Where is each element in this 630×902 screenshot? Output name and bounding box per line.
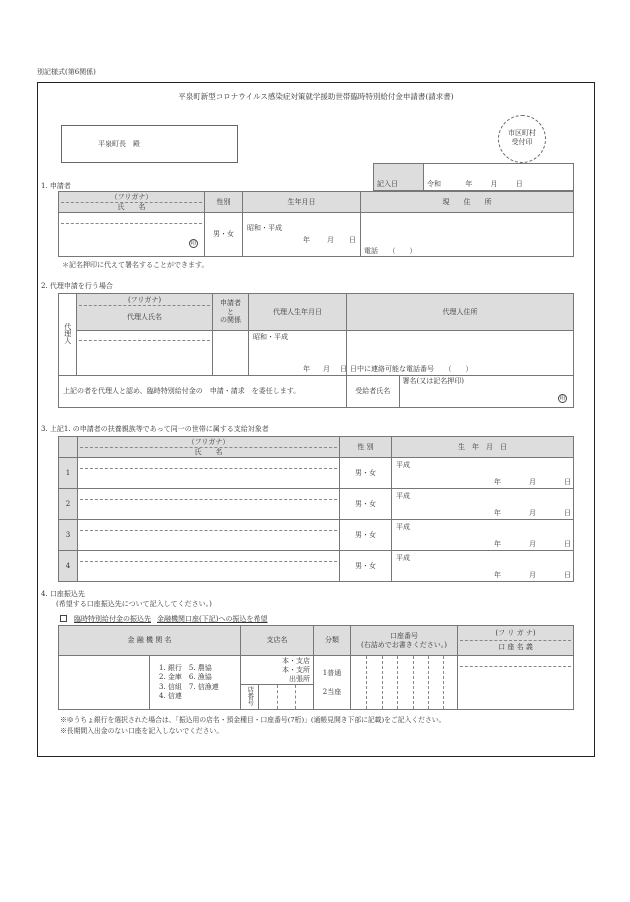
delegation-statement: 上記の者を代理人と認め、臨時特別給付金の 申請・請求 を委任します。: [59, 376, 347, 408]
proxy-dob-day: 日: [340, 364, 347, 373]
proxy-side-label-cell: [59, 294, 77, 376]
branch-header: 支店名: [241, 626, 314, 656]
dep-furigana-header: （フリガナ）: [187, 438, 230, 446]
applicant-dob-field[interactable]: [243, 213, 361, 257]
note-dormant-account: ※長期間入出金のない口座を記入しないでください。: [60, 727, 224, 735]
section4-subheading: (希望する口座振込先について記入してください。): [56, 600, 212, 608]
dob-day: 日: [564, 570, 571, 579]
proxy-dob-field[interactable]: [249, 331, 347, 376]
section1-heading: 1. 申請者: [41, 182, 71, 190]
dependent-dob-field[interactable]: [392, 551, 574, 582]
recipient-label: 受給者氏名: [347, 376, 399, 407]
account-type-option[interactable]: 2当座: [322, 687, 342, 696]
account-no-header: [351, 626, 458, 656]
dependent-row: [59, 551, 574, 582]
stamp-line2: 受付印: [511, 138, 533, 147]
branch-number-row: [241, 685, 313, 709]
seal-icon: 印: [559, 395, 566, 402]
proxy-name-header: [77, 294, 213, 331]
dependent-gender-field[interactable]: 男・女: [340, 520, 392, 551]
holder-name-header: 口 座 名 義: [498, 643, 533, 651]
signature-label: 署名(又は記名押印): [402, 377, 464, 385]
entry-date-label: 記入日: [374, 164, 424, 191]
dob-day: 日: [564, 539, 571, 548]
recipient-cell: [347, 376, 574, 408]
account-holder-field[interactable]: [458, 656, 574, 710]
proxy-phone-label: 日中に連絡可能な電話番号 （ ）: [350, 364, 473, 373]
addressee-box: [61, 125, 238, 163]
transfer-checkbox-row: [60, 615, 267, 623]
row-number: 4: [59, 551, 78, 582]
entry-date-day: 日: [515, 179, 523, 188]
account-number-field[interactable]: [351, 656, 458, 710]
branch-number-label-cell: [241, 685, 259, 709]
address-header: 現 住 所: [361, 192, 574, 213]
account-no-note: (右詰めでお書きください。): [361, 640, 447, 649]
bank-type-option[interactable]: 3. 信組 7. 信漁連: [159, 682, 219, 691]
dob-month: 月: [529, 508, 536, 517]
gender-header: 性別: [205, 192, 243, 213]
entry-date-year: 年: [465, 179, 473, 188]
transfer-checkbox-suffix: 金融機関口座(下記)への振込を希望: [157, 615, 268, 623]
relation-field[interactable]: [213, 331, 249, 376]
bank-name-field[interactable]: [59, 656, 150, 710]
applicant-name-field[interactable]: [59, 213, 205, 257]
dep-name-header: 氏 名: [194, 448, 223, 456]
dependent-row: [59, 458, 574, 489]
dob-era: 平成: [396, 554, 410, 562]
dependents-table: [58, 436, 574, 582]
dob-month: 月: [327, 236, 334, 244]
entry-date-month: 月: [490, 179, 498, 188]
section2-heading: 2. 代理申請を行う場合: [41, 282, 113, 290]
transfer-checkbox-label: 臨時特別給付金の振込先: [74, 615, 151, 623]
form-title: 平泉町新型コロナウイルス感染症対策就学援助世帯臨時特別給付金申請書(請求書): [178, 92, 454, 101]
applicant-gender-field[interactable]: 男・女: [205, 213, 243, 257]
account-type-option[interactable]: 1普通: [322, 669, 342, 678]
dependent-gender-field[interactable]: 男・女: [340, 551, 392, 582]
proxy-dob-month: 月: [323, 364, 330, 373]
signature-note: ＊記名押印に代えて署名することができます。: [62, 261, 209, 269]
dependent-name-field[interactable]: [78, 458, 340, 489]
seal-icon: 印: [190, 240, 197, 247]
row-number: 1: [59, 458, 78, 489]
proxy-address-header: 代理人住所: [347, 294, 574, 331]
dob-year: 年: [494, 539, 501, 548]
holder-header: [458, 626, 574, 656]
proxy-name-field[interactable]: [77, 331, 213, 376]
proxy-dob-year: 年: [303, 364, 310, 373]
row-number: 3: [59, 520, 78, 551]
dob-day: 日: [564, 508, 571, 517]
section4-heading: 4. 口座振込先: [41, 590, 85, 598]
bank-type-option[interactable]: 2. 金庫 6. 漁協: [159, 673, 212, 682]
bank-type-list: [150, 656, 241, 710]
addressee: 平泉町長 殿: [98, 140, 140, 148]
dob-year: 年: [303, 236, 310, 244]
branch-field[interactable]: [241, 656, 314, 710]
bank-type-option[interactable]: 1. 銀行 5. 農協: [159, 663, 212, 672]
dependent-row: [59, 489, 574, 520]
note-yucho: ※ゆうちょ銀行を選択された場合は、「振込用の店名・預金種目・口座番号(7桁)」(通帳見開き下部に記載)をご記入ください。: [60, 716, 446, 724]
dependent-name-field[interactable]: [78, 520, 340, 551]
dob-month: 月: [529, 539, 536, 548]
applicant-address-field[interactable]: [361, 213, 574, 257]
branch-type-option[interactable]: 本・支店: [282, 657, 310, 665]
furigana-header: （フリガナ）: [110, 193, 153, 201]
branch-number-label: 店番号: [246, 686, 255, 706]
dob-month: 月: [529, 477, 536, 486]
applicant-table: [58, 191, 574, 257]
dob-year: 年: [494, 570, 501, 579]
bank-type-option[interactable]: 4. 信連: [159, 691, 182, 700]
relation-header: 申請者 と の関係: [213, 294, 249, 331]
dob-header: 生年月日: [243, 192, 361, 213]
num-header: [59, 437, 78, 458]
proxy-side-label: 代理人: [63, 322, 72, 344]
branch-type-list: [241, 656, 313, 685]
form-reference: 別記様式(第6関係): [37, 68, 96, 76]
branch-type-option[interactable]: 出張所: [289, 675, 310, 684]
account-type-field: [314, 656, 351, 710]
bank-name-header: 金 融 機 関 名: [59, 626, 241, 656]
entry-date-field[interactable]: [424, 164, 574, 191]
dep-dob-header: 生 年 月 日: [392, 437, 574, 458]
stamp-line1: 市区町村: [508, 129, 536, 137]
entry-date-table: [373, 163, 574, 191]
row-number: 2: [59, 489, 78, 520]
dob-era: 平成: [396, 523, 410, 531]
type-header: 分類: [314, 626, 351, 656]
dependent-name-header: [78, 437, 340, 458]
phone-label: 電話 （ ）: [364, 246, 417, 255]
dependent-dob-field[interactable]: [392, 520, 574, 551]
dependent-dob-field[interactable]: [392, 458, 574, 489]
proxy-furigana-header: (フリガナ): [127, 296, 162, 304]
proxy-dob-era: 昭和・平成: [253, 333, 288, 341]
bank-table: [58, 625, 574, 710]
transfer-checkbox[interactable]: [60, 615, 67, 622]
dependent-gender-field[interactable]: 男・女: [340, 458, 392, 489]
recipient-signature-field[interactable]: [399, 376, 573, 407]
dependent-name-field[interactable]: [78, 489, 340, 520]
proxy-name-label: 代理人氏名: [127, 313, 162, 321]
account-no-label: 口座番号: [390, 632, 418, 641]
dob-year: 年: [494, 477, 501, 486]
name-header: 氏 名: [117, 203, 146, 211]
dob-day: 日: [564, 477, 571, 486]
holder-furigana-header: (フ リ ガ ナ): [495, 629, 536, 637]
proxy-address-field[interactable]: [347, 331, 574, 376]
dob-year: 年: [494, 508, 501, 517]
recipient-inner: [347, 376, 573, 407]
entry-date-era: 令和: [427, 179, 441, 188]
dependent-name-field[interactable]: [78, 551, 340, 582]
branch-type-option[interactable]: 本・支所: [282, 666, 310, 675]
dob-month: 月: [529, 570, 536, 579]
dob-day: 日: [349, 236, 356, 244]
proxy-dob-header: 代理人生年月日: [249, 294, 347, 331]
dob-era: 平成: [396, 492, 410, 500]
dep-gender-header: 性 別: [340, 437, 392, 458]
section3-heading: 3. 上記1. の申請者の扶養親族等であって同一の世帯に属する支給対象者: [41, 425, 269, 433]
dependent-row: [59, 520, 574, 551]
dob-era: 昭和・平成: [247, 224, 282, 232]
proxy-table: [58, 293, 574, 408]
dependent-gender-field[interactable]: 男・女: [340, 489, 392, 520]
dob-era: 平成: [396, 461, 410, 469]
reception-stamp-area: [498, 115, 546, 163]
dependent-dob-field[interactable]: [392, 489, 574, 520]
applicant-name-header: [59, 192, 205, 213]
